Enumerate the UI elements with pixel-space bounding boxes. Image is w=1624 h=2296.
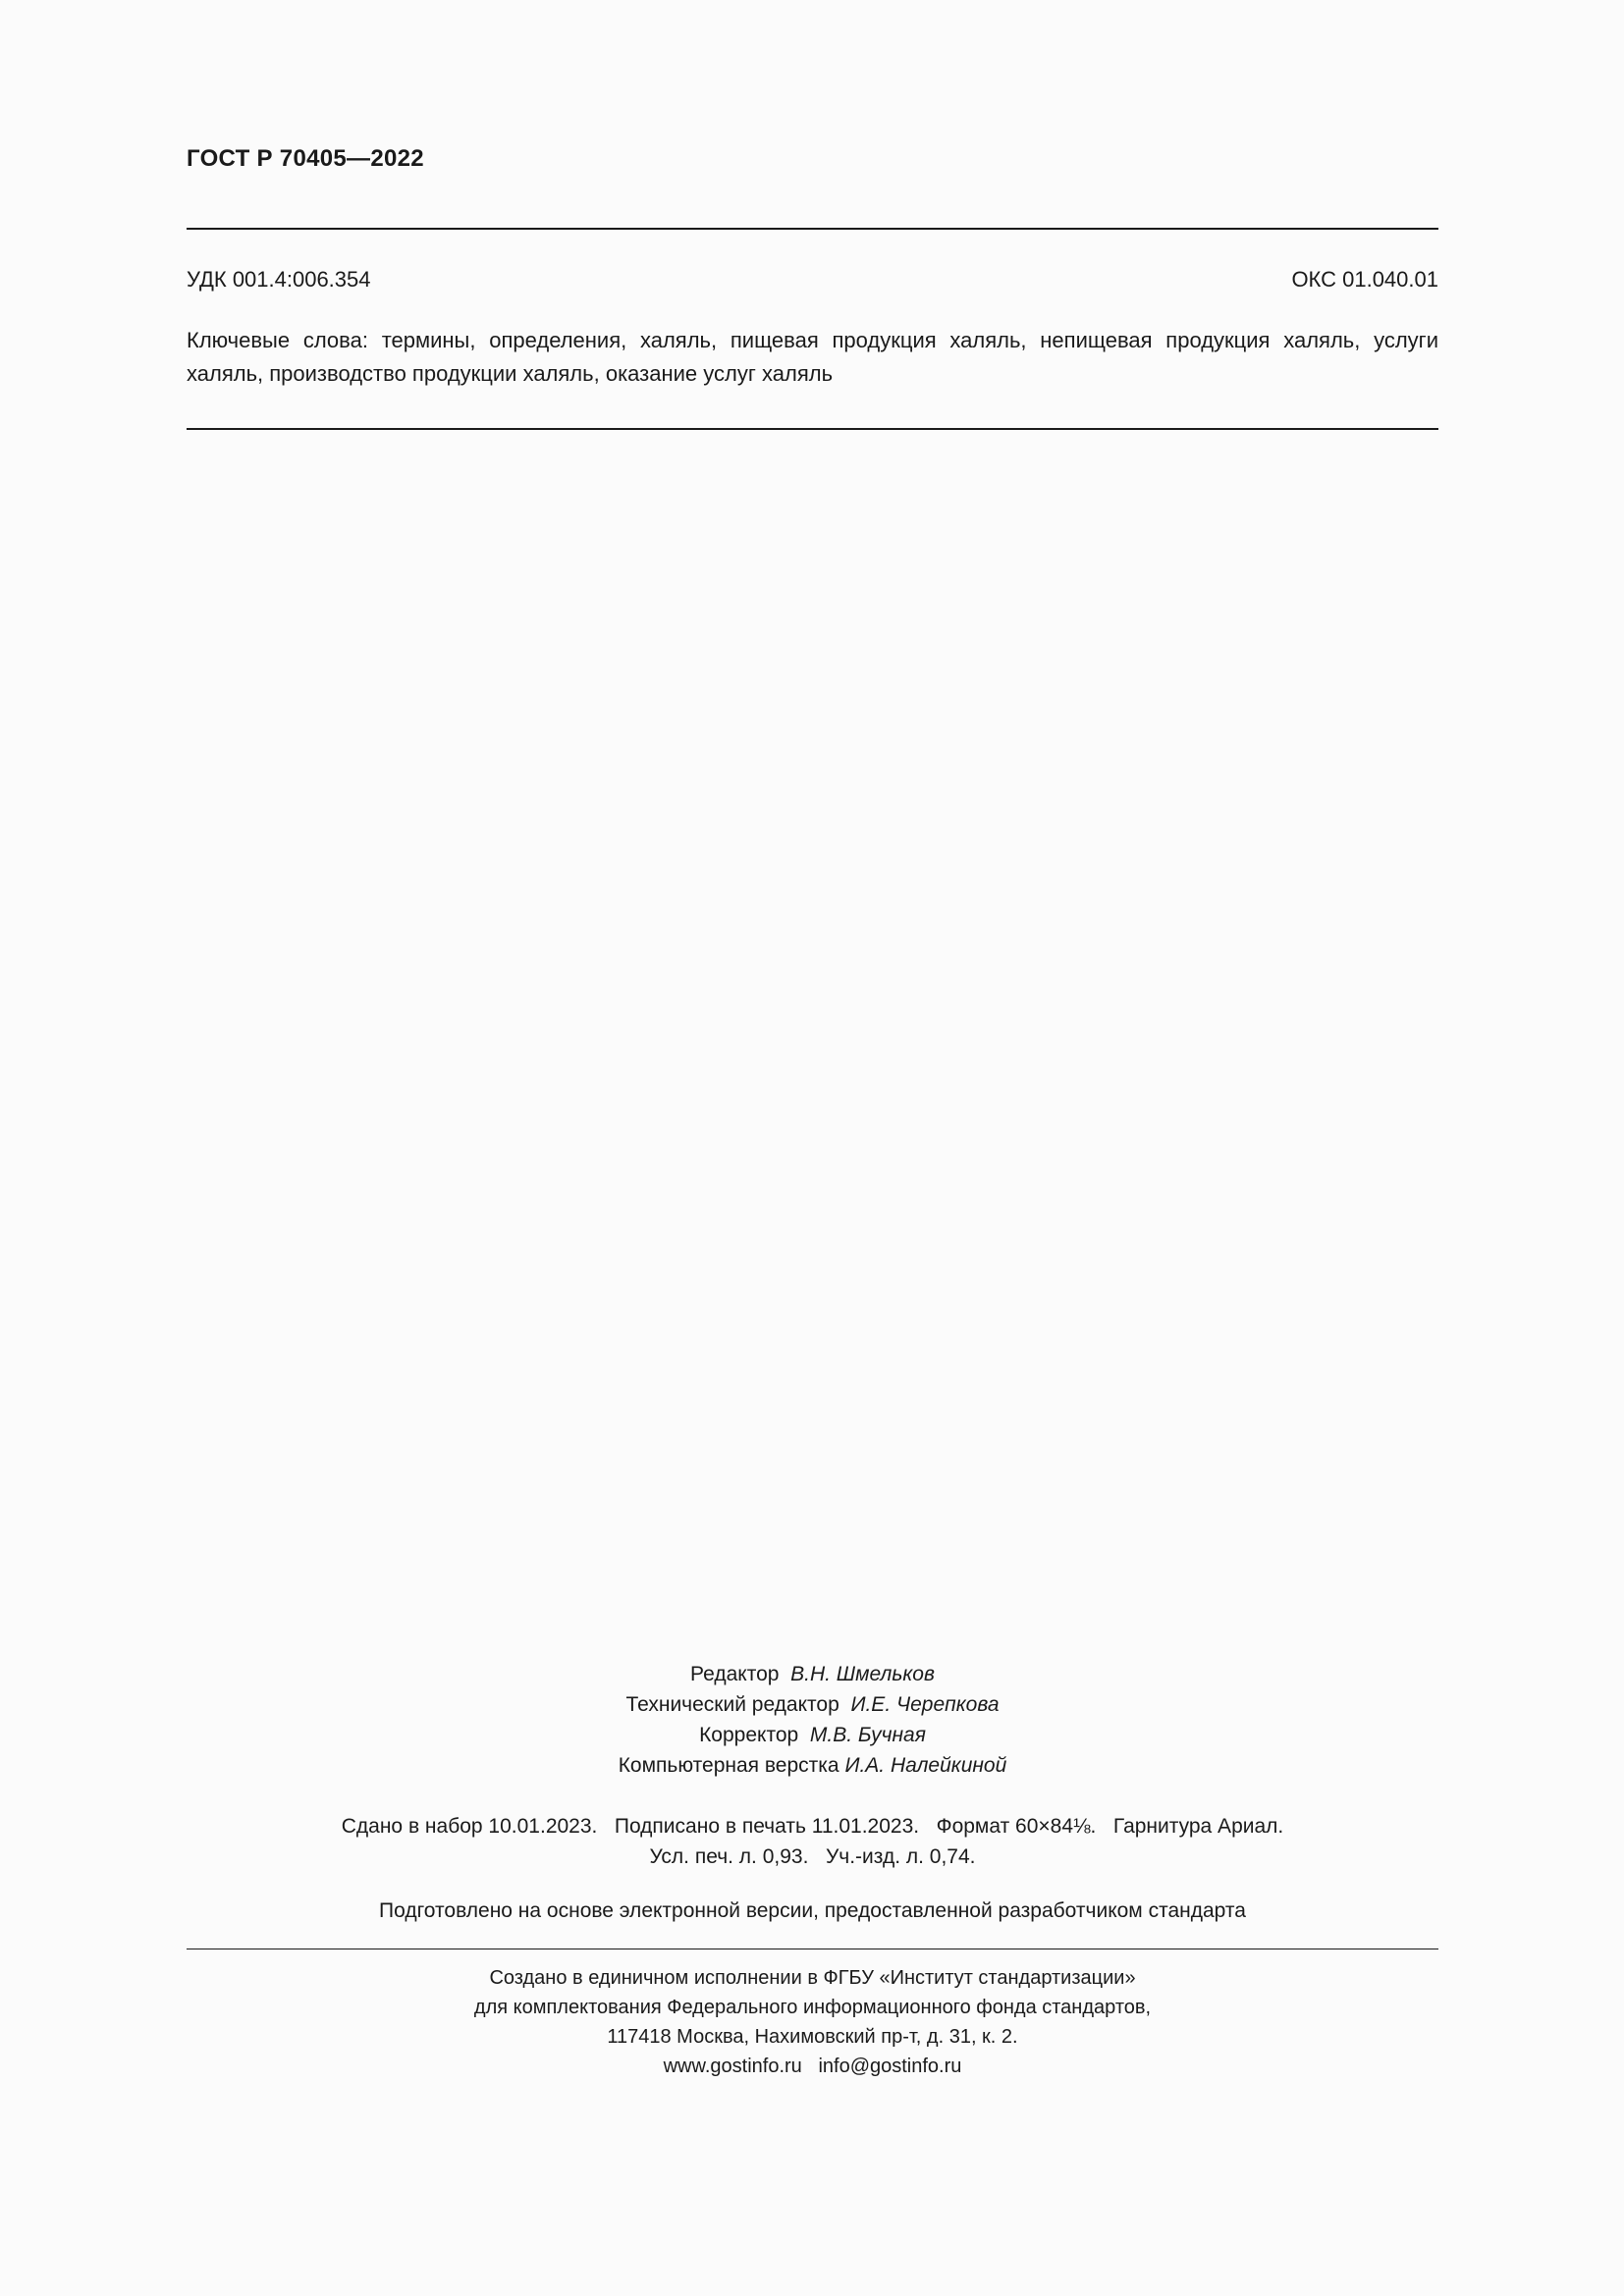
technical-editor-name: И.Е. Черепкова <box>850 1693 1000 1716</box>
technical-editor-role: Технический редактор <box>625 1693 851 1716</box>
page-content <box>187 0 1438 2296</box>
layout-role: Компьютерная верстка <box>618 1754 845 1777</box>
header-divider-top <box>187 228 1438 230</box>
editor-role: Редактор <box>690 1663 791 1685</box>
corrector-name: М.В. Бучная <box>809 1724 926 1746</box>
publisher-web-contacts: www.gostinfo.ru info@gostinfo.ru <box>663 2056 962 2077</box>
publisher-block <box>187 1963 1438 2081</box>
layout-name: И.А. Налейкиной <box>844 1754 1007 1777</box>
editor-name: В.Н. Шмельков <box>790 1663 935 1685</box>
oks-code: ОКС 01.040.01 <box>1291 267 1438 292</box>
publisher-line-2: для комплектования Федерального информационного фонда стандартов, <box>473 1997 1152 2018</box>
colophon-block <box>187 1659 1438 1781</box>
layout-line <box>187 1750 1438 1781</box>
print-info-block <box>187 1811 1438 1872</box>
corrector-line <box>187 1720 1438 1750</box>
print-info-line-2: Усл. печ. л. 0,93. Уч.-изд. л. 0,74. <box>649 1845 976 1868</box>
prepared-note: Подготовлено на основе электронной версии, предоставленной разработчиком стандарта <box>379 1899 1246 1922</box>
print-info-line-1: Сдано в набор 10.01.2023. Подписано в печать 11.01.2023. Формат 60×84⅛. Гарнитура Ариал. <box>341 1815 1284 1838</box>
technical-editor-line <box>187 1689 1438 1720</box>
publisher-address: 117418 Москва, Нахимовский пр-т, д. 31, к. 2. <box>607 2026 1018 2048</box>
corrector-role: Корректор <box>699 1724 810 1746</box>
keywords-paragraph: Ключевые слова: термины, определения, халяль, пищевая продукция халяль, непищевая продукция халяль, услуги халяль, производство продукции халяль, оказание услуг халяль <box>187 328 1438 386</box>
publisher-line-1: Создано в единичном исполнении в ФГБУ «Институт стандартизации» <box>489 1967 1136 1989</box>
udk-code: УДК 001.4:006.354 <box>187 267 371 292</box>
header-divider-bottom <box>187 428 1438 430</box>
standard-number: ГОСТ Р 70405—2022 <box>187 145 424 172</box>
editor-line <box>187 1659 1438 1689</box>
